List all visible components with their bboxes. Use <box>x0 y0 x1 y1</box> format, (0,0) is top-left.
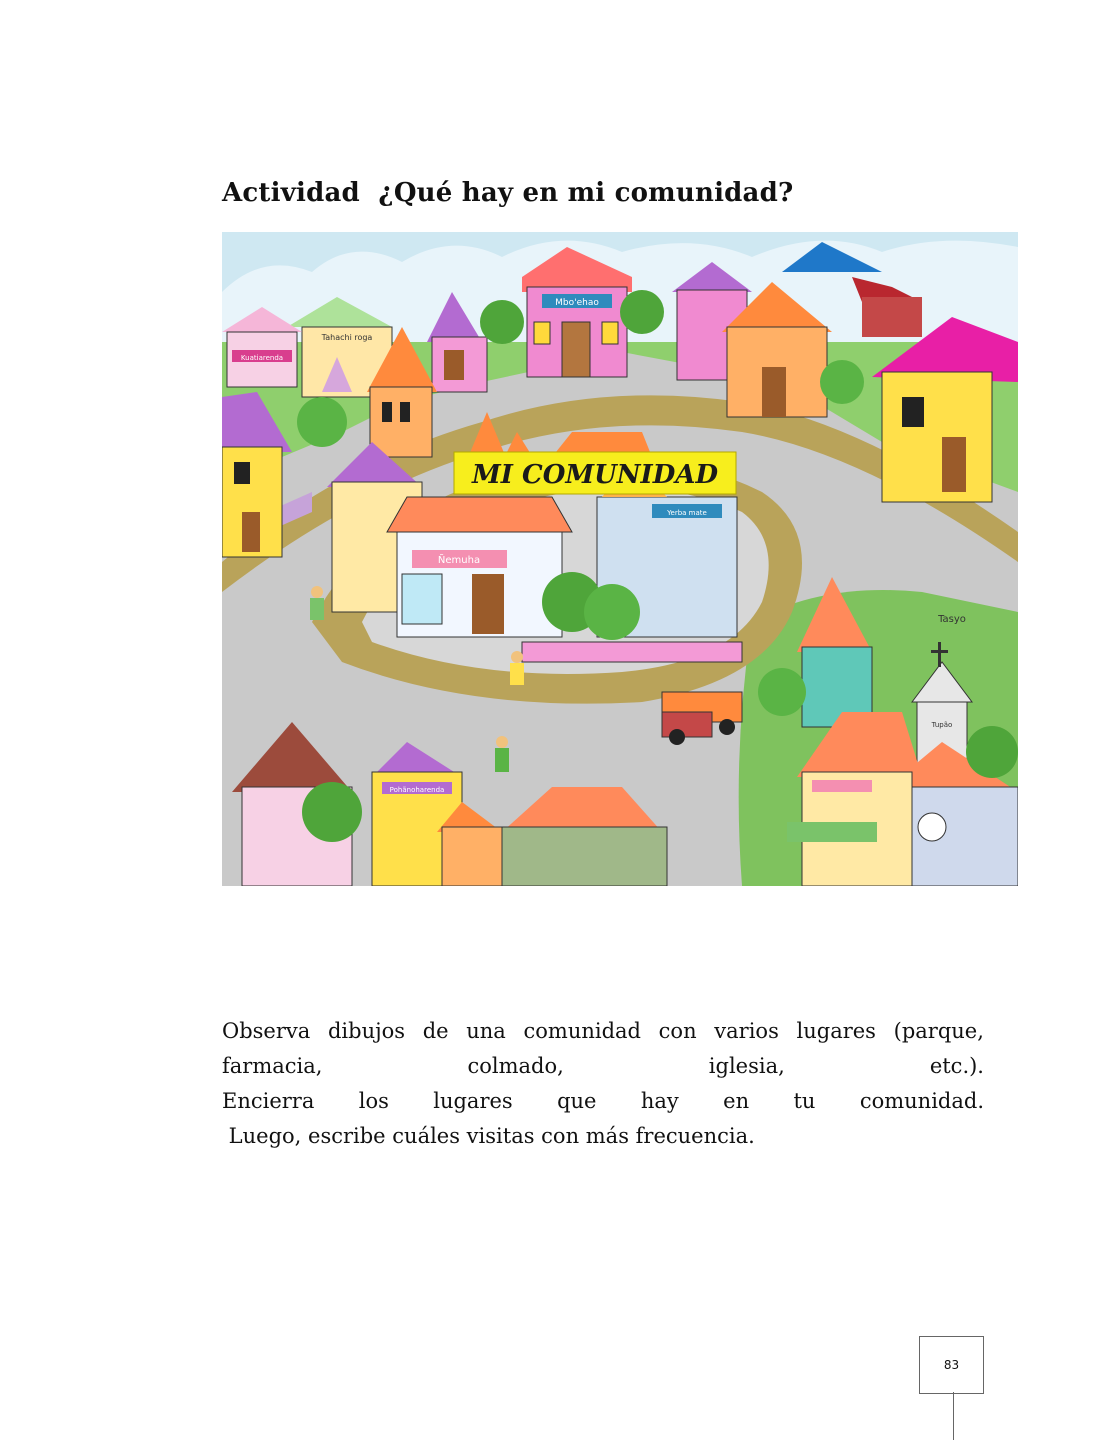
banner-mi-comunidad: MI COMUNIDAD <box>472 460 718 490</box>
instructions-line-1 <box>222 1014 984 1049</box>
sign-station: Tasyo <box>938 614 966 625</box>
sign-library: Kuatiarenda <box>240 354 284 362</box>
sign-church: Tupão <box>931 721 953 729</box>
sign-store: Ñemuha <box>437 555 481 566</box>
instructions-line-3 <box>222 1084 984 1119</box>
sign-health: Pohãnoharenda <box>389 786 445 794</box>
word: farmacia, <box>222 1054 323 1078</box>
word: comunidad <box>523 1019 641 1043</box>
word: Observa <box>222 1019 311 1043</box>
word: que <box>557 1089 597 1113</box>
word: tu <box>793 1089 816 1113</box>
sign-shop: Yerba mate <box>667 509 707 517</box>
word: (parque, <box>893 1019 984 1043</box>
word: hay <box>640 1089 679 1113</box>
word: iglesia, <box>708 1054 785 1078</box>
sign-school: Mbo'ehao <box>555 298 599 308</box>
word: Encierra <box>222 1089 315 1113</box>
sign-rest: Tahachi roga <box>321 333 373 342</box>
word: dibujos <box>327 1019 406 1043</box>
word: colmado, <box>467 1054 564 1078</box>
word: los <box>358 1089 389 1113</box>
activity-title: Actividad ¿Qué hay en mi comunidad? <box>222 178 794 208</box>
word: etc.). <box>929 1054 984 1078</box>
page-number: 83 <box>919 1336 984 1394</box>
word: de <box>422 1019 449 1043</box>
word: lugares <box>796 1019 876 1043</box>
page-number-tick <box>953 1392 954 1440</box>
community-illustration <box>222 232 1018 886</box>
instructions <box>222 1014 984 1154</box>
word: una <box>466 1019 506 1043</box>
word: en <box>723 1089 750 1113</box>
word: varios <box>714 1019 779 1043</box>
instructions-line-2 <box>222 1049 984 1084</box>
word: con <box>658 1019 697 1043</box>
word: comunidad. <box>859 1089 984 1113</box>
instructions-line-4: Luego, escribe cuáles visitas con más frecuencia. <box>222 1124 755 1148</box>
word: lugares <box>433 1089 513 1113</box>
